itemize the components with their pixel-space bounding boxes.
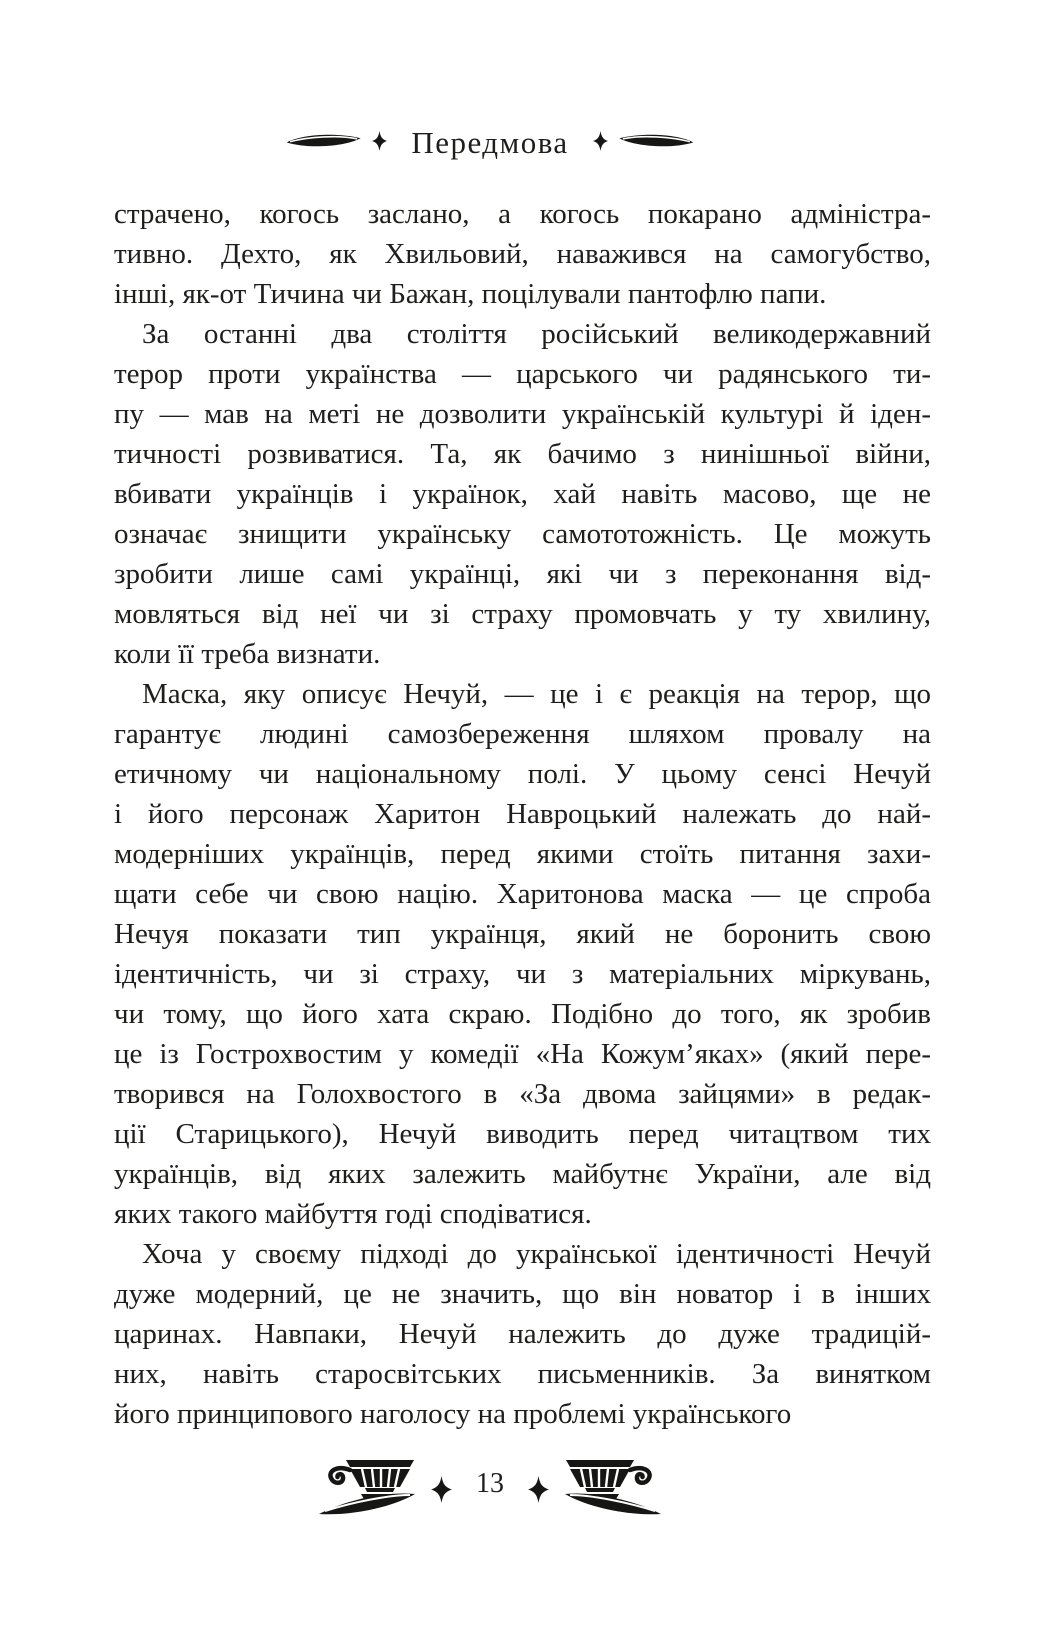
text-line: терор проти українства — царського чи радянського ти- [114,358,931,390]
text-line: страчено, когось заслано, а когось покарано адміністра- [114,198,931,230]
text-line: дуже модерний, це не значить, що він новатор і в інших [114,1278,931,1310]
text-line: Маска, яку описує Нечуй, — це і є реакція на терор, що [142,678,931,710]
text-line: мовляться від неї чи зі страху промовчать у ту хвилину, [114,598,931,630]
text-line: царинах. Навпаки, Нечуй належить до дуже традицій- [114,1318,931,1350]
four-pointed-star-icon [593,131,608,151]
text-line: Нечуя показати тип українця, який не боронить свою [114,918,931,950]
text-line: це із Гострохвостим у комедії «На Кожум’яках» (який пере- [114,1038,931,1070]
four-pointed-star-icon [372,131,387,151]
text-line: ції Старицького), Нечуй виводить перед читацтвом тих [114,1118,931,1150]
paragraph [114,314,931,674]
text-line: його принципового наголосу на проблемі українського [114,1398,792,1430]
page-number: 13 [476,1468,504,1499]
page-footer [0,1458,1010,1516]
four-pointed-star-icon [431,1476,452,1503]
text-line: ідентичність, чи зі страху, чи з матеріальних міркувань, [114,958,931,990]
text-line: тивно. Дехто, як Хвильовий, наважився на самогубство, [114,238,931,270]
text-line: тичності розвиватися. Та, як бачимо з нинішньої війни, [114,438,931,470]
paragraph [114,674,931,1234]
text-line: етичному чи національному полі. У цьому сенсі Нечуй [114,758,931,790]
text-line: коли її треба визнати. [114,638,381,670]
text-line: них, навіть старосвітських письменників. За винятком [114,1358,931,1390]
paragraph [114,1234,931,1434]
text-line: і його персонаж Харитон Навроцький належать до най- [114,798,931,830]
leaf-ornament-left-icon [286,132,362,150]
text-line: За останні два століття російський великодержавний [142,318,931,350]
text-line: творився на Голохвостого в «За двома зайцями» в редак- [114,1078,931,1110]
text-line: означає знищити українську самототожність. Це можуть [114,518,931,550]
four-pointed-star-icon [528,1476,549,1503]
text-line: яких такого майбуття годі сподіватися. [114,1198,592,1230]
text-line: чи тому, що його хата скраю. Подібно до того, як зробив [114,998,931,1030]
text-line: гарантує людині самозбереження шляхом провалу на [114,718,931,750]
text-line: вбивати українців і українок, хай навіть масово, ще не [114,478,931,510]
text-line: Хоча у своєму підході до української ідентичності Нечуй [142,1238,931,1270]
text-line: пу — мав на меті не дозволити українській культурі й іден- [114,398,931,430]
text-line: щати себе чи свою націю. Харитонова маска — це спроба [114,878,931,910]
chapter-title: Передмова [411,124,569,160]
body-text [114,194,931,1434]
text-line: інші, як-от Тичина чи Бажан, поцілували пантофлю папи. [114,278,827,310]
chapter-header [0,122,1010,160]
paragraph [114,194,931,314]
text-line: зробити лише самі українці, які чи з переконання від- [114,558,931,590]
teacup-leaf-ornament-right-icon [563,1458,663,1516]
text-line: модерніших українців, перед якими стоїть питання захи- [114,838,931,870]
teacup-leaf-ornament-left-icon [317,1458,417,1516]
text-line: українців, від яких залежить майбутнє України, але від [114,1158,931,1190]
leaf-ornament-right-icon [618,132,694,150]
